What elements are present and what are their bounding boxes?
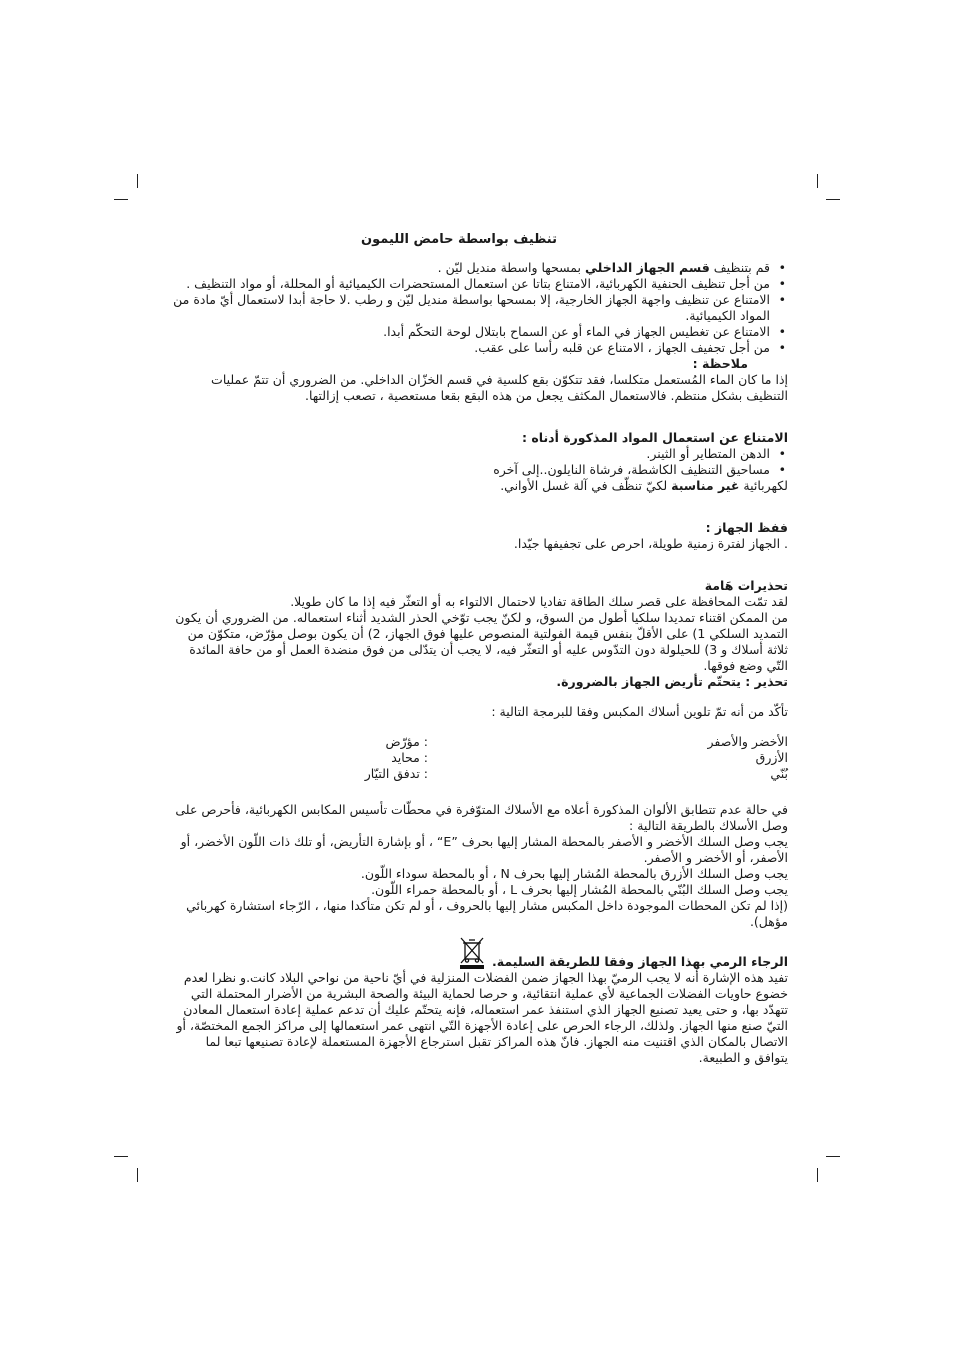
wiring-intro: تأكّد من أنه تمّ تلوين أسلاك المكبس وفقا للبرمجة التالية : <box>491 704 788 719</box>
crop-mark <box>114 1156 128 1157</box>
crop-mark <box>137 174 138 188</box>
avoid-title: الامتناع عن استعمال المواد المذكورة أدناه : <box>522 430 788 445</box>
list-item: • مساحيق التنظيف الكاشطة، فرشاة النايلون..إلى آخره <box>170 462 770 478</box>
avoid-list <box>170 446 788 478</box>
mismatch-line: يجب وصل السلك البُنّي بالمحطة المُشار إليها بحرف L ، أو بالمحطة حمراء اللّون. <box>371 882 788 897</box>
mismatch-line: يجب وصل السلك الأخضر و الأصفر بالمحطة المشار إليها بحرف ”E“ ، أو بإشارة التأريض، أو تلك ذات اللّون الأخضر، أو الأصفر، أو الأخضر و الأصفر. <box>180 834 788 865</box>
mismatch-line: يجب وصل السلك الأزرق بالمحطة المُشار إليها بحرف N ، أو بالمحطة سوداء اللّون. <box>360 866 788 881</box>
wire-role: : تدفق التيّار <box>364 766 428 781</box>
warnings-line: من الممكن اقتناء تمديدا سلكيا أطول من السوق، و لكنّ يجب توّخي الحذر الشديد أثناء استعماله. من الضروري أن يكون التمديد السلكي 1) على الأقلّ بنفس قيمة الفولتية المنصوص عليها فوق الجهاز، 2) أن يكون بوصل مؤرّض، متكوّن من ثلاثة أسلاك و 3) للحيلولة دون التدّوس عليه أو التعثّر فيه، لا يجب أن يتدّلى من فوق منضدة العمل أو من حافة المائدة التّي وضع فوقها. <box>175 610 788 673</box>
document-body <box>170 232 788 1066</box>
crop-mark <box>817 174 818 188</box>
wire-color: الأخضر والأصفر <box>707 734 788 749</box>
wire-role: : محايد <box>391 750 428 765</box>
crossed-out-wheelie-bin-icon <box>458 936 486 970</box>
warnings-line: لقد تمّت المحافظة على قصر سلك الطاقة تفاديا لاحتمال الالتواء به أو التعثّر فيه إذا ما كان طويلا. <box>290 594 788 609</box>
wire-color: بُنّي <box>770 766 788 781</box>
list-item: • من أجل تنظيف الحنفية الكهربائية، الامتناع بتاتا عن استعمال المستحضرات الكيميائية أو المحللة، أو مواد التنظيف . <box>170 276 770 292</box>
disposal-text: تفيد هذه الإشارة أنه لا يجب الرميّ بهذا الجهاز ضمن الفضلات المنزلية في أيّ ناحية من نواحي البلاد كانت.و نظرا لعدم خضوع حاويات الفضلات الجماعية لأي عملية انتقائية، و حرصا لحماية البيئة والصحة البشرية من الأضرار المحتملة التي تتهدّد بها، و حتى يعيد تصنيع الجهاز الذي استنفذ عمر استعماله، فإنه يتحتّم عليك أن تدعم عملية إعادة استعمال المعادن التيّ صنع منها الجهاز. ولذلك، الرجاء الحرص على إعادة الأجهزة التّي انتهى عمر استعمالها إلى مراكز الجمع المختصّة، أو الاتصال بالمكان الذي اقتنيت منه الجهاز. فانّ هذه المراكز تقبل استرجاع الأجهزة المستعملة لإعادة تصنيعها تبعا لما يتوافق و الطبيعة. <box>176 970 788 1065</box>
table-row <box>170 750 788 766</box>
list-item: • الدهن المتطاير أو الثينر. <box>170 446 770 462</box>
table-row <box>170 766 788 782</box>
crop-mark <box>114 199 128 200</box>
mismatch-line: في حالة عدم تتطابق الألوان المذكورة أعلاه مع الأسلاك المتوّفرة في محطّات تأسيس المكابس الكهربائية، فأحرص على وصل الأسلاك بالطريقة التالية : <box>175 802 788 833</box>
storage-text: . الجهاز لفترة زمنية طويلة، احرص على تجفيفها جيّدا. <box>513 536 788 551</box>
mismatch-line: (إذا لم تكن المحطات الموجودة داخل المكبس مشار إليها بالحروف ، أو لم تكن متأكدا منها، ، الرّجاء استشارة كهربائي مؤهل). <box>186 898 788 929</box>
crop-mark <box>817 1168 818 1182</box>
earth-warning: تحذير : يتحتّم تأريض الجهاز بالضرورة. <box>556 674 788 689</box>
list-item: • من أجل تجفيف الجهاز ، الامتناع عن قلبه رأسا على عقب. <box>170 340 770 356</box>
lemon-cleaning-list <box>170 260 788 356</box>
wire-color: الأزرق <box>755 750 788 765</box>
dishwasher-line: لكهربائية غير مناسبة لكيّ تنظّف في آلة غسل الأواني. <box>500 478 788 493</box>
note-label: ملاحظة : <box>692 356 748 371</box>
disposal-title: الرجاء الرمي بهذا الجهاز وفقا للطريقة السليمة. <box>492 954 788 969</box>
warnings-title: تحذيرات هَامة <box>704 578 788 593</box>
lemon-cleaning-title: تنظيف بواسطة حامض الليمون <box>361 232 557 247</box>
wiring-table <box>170 734 788 782</box>
disposal-header <box>170 936 788 970</box>
crop-mark <box>826 199 840 200</box>
list-item: • الامتناع عن تغطيس الجهاز في الماء أو عن السماح بابتلال لوحة التحكّم أبدا. <box>170 324 770 340</box>
storage-title: ففظ الجهاز : <box>705 520 788 535</box>
wire-role: : مؤرّض <box>385 734 428 749</box>
table-row <box>170 734 788 750</box>
note-text: إذا ما كان الماء المُستعمل متكلسا، فقد تتكوّن بقع كلسية في قسم الخزّان الداخلي. من الضروري أن تتمّ عمليات التنظيف بشكل منتظم. فالاستعمال المكثف يجعل من هذه البقع بقعا مستعصية ، تصعب إزالتها. <box>211 372 788 403</box>
crop-mark <box>826 1156 840 1157</box>
crop-mark <box>137 1168 138 1182</box>
list-item: • الامتناع عن تنظيف واجهة الجهاز الخارجية، إلا بمسحها بواسطة منديل ليّن و رطب .لا حاجة أبدا لاستعمال أيّ مادة من المواد الكيميائية. <box>170 292 770 324</box>
list-item: • قم بتنظيف قسم الجهاز الداخلي بمسحها واسطة منديل ليّن . <box>170 260 770 276</box>
